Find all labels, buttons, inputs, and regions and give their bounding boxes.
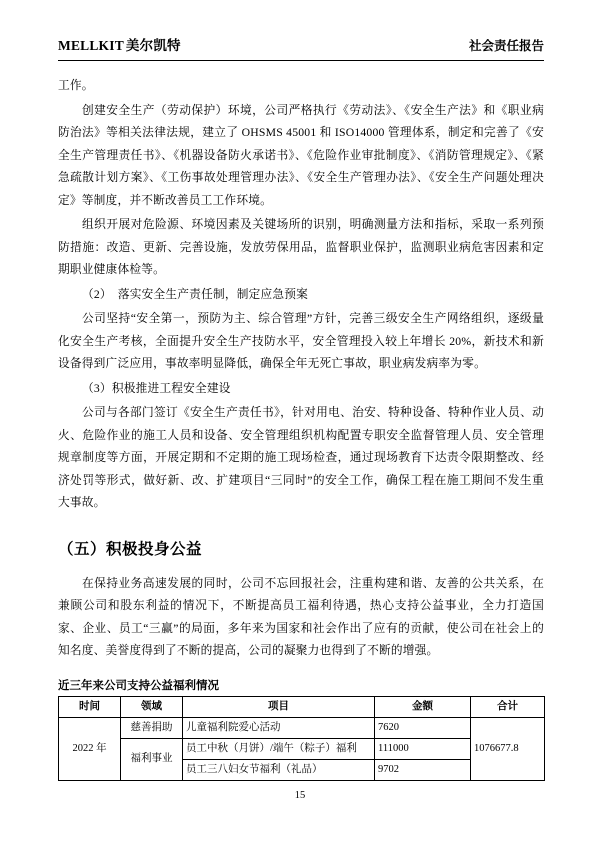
cell-amount: 7620: [375, 717, 471, 738]
paragraph-safety-environment: 创建安全生产（劳动保护）环境，公司严格执行《劳动法》、《安全生产法》和《职业病防治法》等相关法律法规，建立了 OHSMS 45001 和 ISO14000 管理体系，制定和完善了《安全生产管理责任书》、《机器设备防火承诺书》、《危险作业审批制度》、《消防管理规定》、《紧急疏散计划方案》、《工伤事故处理管理办法》、《安全生产管理办法》、《安全生产问题处理决定》等制度，并不断改善员工工作环境。: [58, 103, 544, 207]
subheading-engineering-safety: （3）积极推进工程安全建设: [82, 381, 231, 395]
cell-field: 慈善捐助: [121, 717, 183, 738]
paragraph-public-welfare: 在保持业务高速发展的同时，公司不忘回报社会，注重构建和谐、友善的公共关系，在兼顾公司和股东利益的情况下，不断提高员工福利待遇，热心支持公益事业，全力打造国家、企业、员工“三赢”的局面，多年来为国家和社会作出了应有的贡献，使公司在社会上的知名度、美誉度得到了不断的提高，公司的凝聚力也得到了不断的增强。: [58, 576, 544, 657]
column-header-project: 项目: [183, 696, 375, 717]
paragraph-continued: 工作。: [58, 79, 94, 92]
subheading-responsibility-system: （2） 落实安全生产责任制，制定应急预案: [82, 287, 309, 301]
table-header-row: [59, 696, 545, 717]
paragraph-risk-identification: 组织开展对危险源、环境因素及关键场所的识别，明确测量方法和指标，采取一系列预防措施：改造、更新、完善设施，发放劳保用品，监督职业保护，监测职业病危害因素和定期职业健康体检等。: [58, 218, 544, 276]
header-divider: [58, 60, 544, 61]
cell-project: 儿童福利院爱心活动: [183, 717, 375, 738]
table-row: [59, 717, 545, 738]
cell-time: 2022 年: [59, 717, 121, 780]
document-title: 社会责任报告: [468, 39, 544, 53]
cell-project: 员工中秋（月饼）/端午（粽子）福利: [183, 738, 375, 759]
column-header-time: 时间: [59, 696, 121, 717]
column-header-field: 领域: [121, 696, 183, 717]
column-header-amount: 金额: [375, 696, 471, 717]
paragraph-engineering-safety: 公司与各部门签订《安全生产责任书》，针对用电、治安、特种设备、特种作业人员、动火、危险作业的施工人员和设备、安全管理组织机构配置专职安全监督管理人员、安全管理规章制度等方面，开展定期和不定期的施工现场检查，通过现场教育下达责令限期整改、经济处罚等形式，做好新、改、扩建项目“三同时”的安全工作，确保工程在施工期间不发生重大事故。: [58, 406, 544, 509]
brand-latin-text: MELLKIT: [58, 38, 124, 53]
brand-cjk-text: 美尔凯特: [125, 38, 181, 53]
table-caption: 近三年来公司支持公益福利情况: [58, 679, 219, 692]
page-footer: [0, 790, 600, 801]
section-heading-public-welfare: （五）积极投身公益: [58, 540, 203, 558]
cell-amount: 111000: [375, 738, 471, 759]
page-number: 15: [294, 790, 306, 801]
cell-total: 1076677.8: [471, 717, 545, 780]
company-logo: [58, 34, 181, 54]
page-header: [58, 34, 544, 58]
paragraph-safety-first: 公司坚持“安全第一，预防为主、综合管理”方针，完善三级安全生产网络组织，逐级量化安全生产考核，全面提升安全生产技防水平，安全管理投入较上年增长 20%，新技术和新设备得到广泛应用，事故率明显降低，确保全年无死亡事故，职业病发病率为零。: [58, 312, 544, 370]
cell-project: 员工三八妇女节福利（礼品）: [183, 759, 375, 780]
public-welfare-table: [58, 696, 545, 781]
column-header-total: 合计: [471, 696, 545, 717]
cell-field: 福利事业: [121, 738, 183, 780]
cell-amount: 9702: [375, 759, 471, 780]
page-content: [58, 34, 544, 781]
body-text: [58, 75, 544, 781]
